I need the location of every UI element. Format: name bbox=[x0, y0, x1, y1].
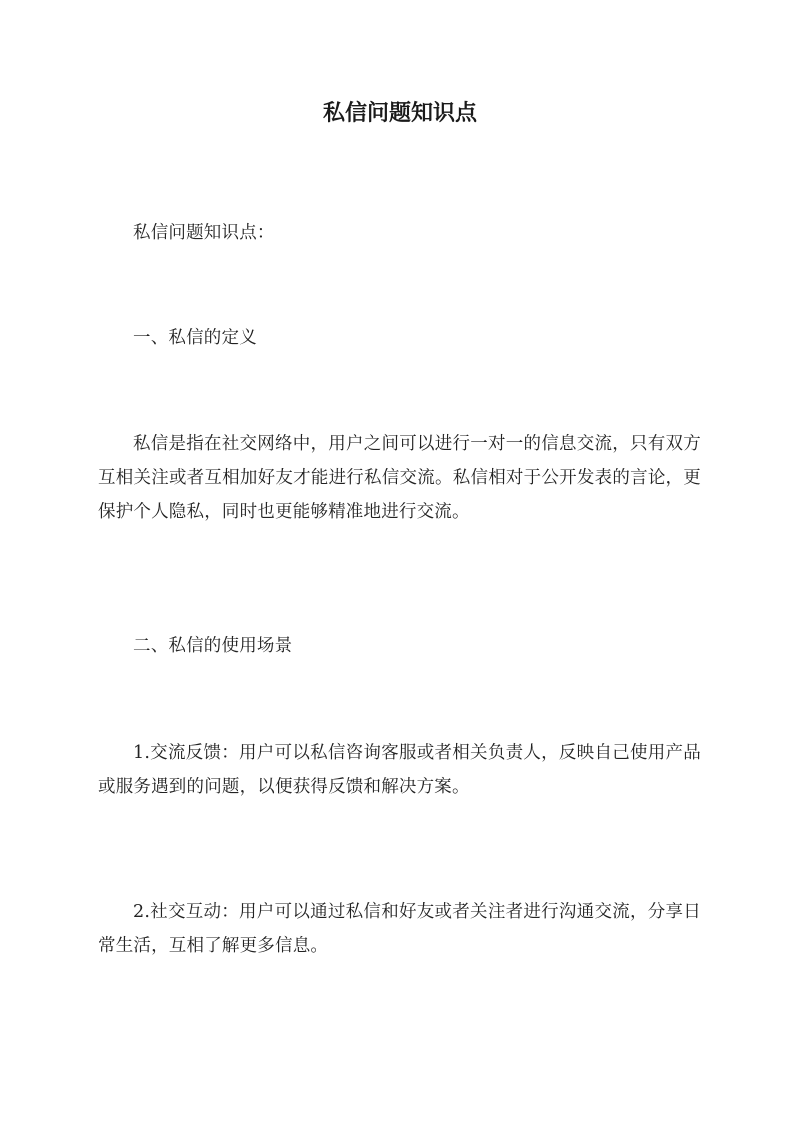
use-case-item-feedback: 1.交流反馈：用户可以私信咨询客服或者相关负责人，反映自己使用产品或服务遇到的问题，以便获得反馈和解决方案。 bbox=[98, 743, 701, 797]
use-case-item-social: 2.社交互动：用户可以通过私信和好友或者关注者进行沟通交流，分享日常生活，互相了解更多信息。 bbox=[98, 902, 701, 956]
intro-paragraph: 私信问题知识点： bbox=[133, 223, 275, 243]
definition-paragraph: 私信是指在社交网络中，用户之间可以进行一对一的信息交流，只有双方互相关注或者互相加好友才能进行私信交流。私信相对于公开发表的言论，更保护个人隐私，同时也更能够精准地进行交流。 bbox=[98, 434, 701, 522]
section-heading-use-cases: 二、私信的使用场景 bbox=[133, 636, 293, 656]
section-heading-definition: 一、私信的定义 bbox=[133, 328, 257, 348]
document-title: 私信问题知识点 bbox=[322, 100, 477, 126]
